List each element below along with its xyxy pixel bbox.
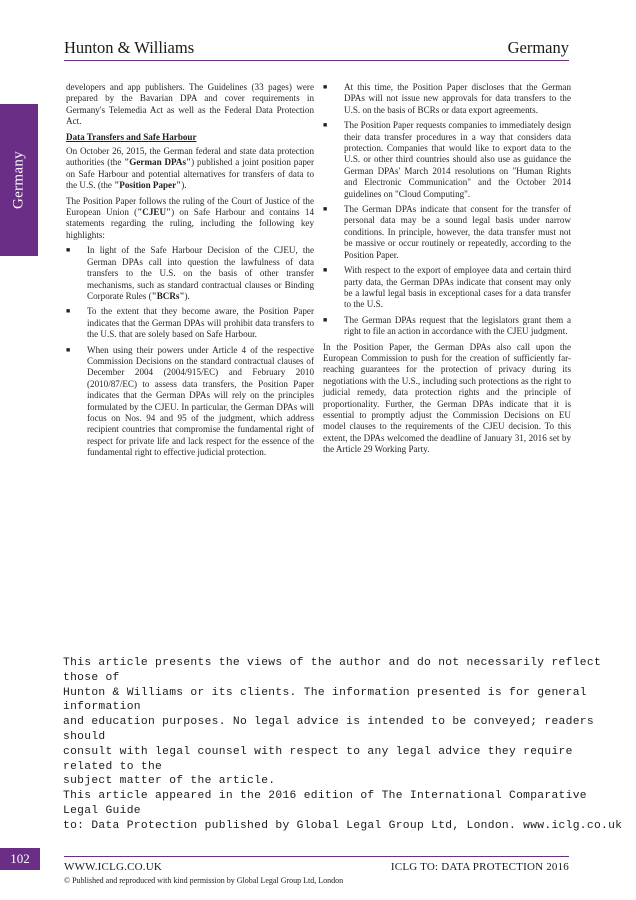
bullet-item: ■ The Position Paper requests companies to immediately design their data transfer procedures in a way that considers data protection. Companies that would like to export data to the U.S. or other third countries should also use as guidance the German DPAs' March 2014 resolutions on "Human Rights and Electronic Communication" and the October 2014 guidelines on "Cloud Computing". (323, 120, 571, 200)
paragraph-cjeu-ruling: The Position Paper follows the ruling of the Court of Justice of the European Union ("CJEU") on Safe Harbour and contains 14 statements regarding the ruling, including the following key highlights: (66, 195, 314, 240)
right-column (323, 82, 571, 460)
page-number: 102 (0, 848, 40, 870)
bullet-item: ■ When using their powers under Article 4 of the respective Commission Decisions on the standard contractual clauses of December 2004 (2004/915/EC) and February 2010 (2010/87/EC) to assess data transfers, the Position Paper indicates that the German DPAs will rely on the principles formulated by the CJEU. In particular, the German DPAs will focus on Nos. 94 and 95 of the judgment, which address recipient countries that compromise the fundamental right of respect for private life and lack respect for the essence of the fundamental right to effective judicial protection. (66, 345, 314, 459)
header-firm-name: Hunton & Williams (64, 38, 195, 57)
section-heading: Data Transfers and Safe Harbour (66, 131, 197, 142)
bullet-item: ■ At this time, the Position Paper discloses that the German DPAs will not issue new approvals for data transfers to the U.S. on the basis of BCRs or data export agreements. (323, 82, 571, 116)
left-column (66, 82, 314, 463)
bullet-item: ■ In light of the Safe Harbour Decision of the CJEU, the German DPAs call into question the lawfulness of data transfers to the U.S. on the basis of other transfer mechanisms, such as standard contractual clauses or Binding Corporate Rules ("BCRs"). (66, 245, 314, 302)
footer-divider (64, 856, 569, 857)
footer-copyright: © Published and reproduced with kind permission by Global Legal Group Ltd, London (64, 876, 344, 885)
paragraph-position-paper-intro: On October 26, 2015, the German federal and state data protection authorities (the "German DPAs") published a joint position paper on Safe Harbour and potential alternatives for transfers of data to the U.S. (the "Position Paper"). (66, 146, 315, 191)
header-divider (64, 60, 569, 61)
footer-guide-title: ICLG TO: DATA PROTECTION 2016 (390, 861, 569, 873)
side-country-tab-label: Germany (10, 151, 27, 209)
intro-paragraph: developers and app publishers. The Guidelines (33 pages) were prepared by the Bavarian DPA and cover requirements in Germany's Telemedia Act as well as the Federal Data Protection Act. (66, 82, 314, 127)
bullet-item: ■ The German DPAs indicate that consent for the transfer of personal data may be a sound legal basis under narrow conditions. In principle, however, the data transfer must not be massive or occur routinely or repeatedly, according to the Position Paper. (323, 204, 571, 261)
disclaimer-text: This article presents the views of the author and do not necessarily reflect those of Hunton & Williams or its clients. The information presented is for general information and education purposes. No legal advice is intended to be conveyed; readers should consult with legal counsel with respect to any legal advice they require related to the subject matter of the article. This article appeared in the 2016 edition of The International Comparative Legal Guide to: Data Protection published by Global Legal Group Ltd, London. www.iclg.co.uk (63, 657, 623, 832)
paragraph-european-commission: In the Position Paper, the German DPAs also call upon the European Commission to push for the creation of sufficiently far-reaching guarantees for the protection of privacy during its negotiations with the U.S., including such protections as the right to judicial remedy, data protection rights and the principle of proportionality. Further, the German DPAs indicate that it is essential to promptly adjust the Commission Decisions on EU model clauses to the requirements of the CJEU decision. To this extent, the DPAs welcomed the deadline of January 31, 2016 set by the Article 29 Working Party. (323, 341, 571, 455)
bullet-item: ■ With respect to the export of employee data and certain third party data, the German DPAs indicate that consent may only be a lawful legal basis in exceptional cases for a data transfer to the U.S. (323, 265, 571, 311)
bullet-item: ■ To the extent that they become aware, the Position Paper indicates that the German DPAs will prohibit data transfers to the U.S. that are solely based on Safe Harbour. (66, 306, 314, 340)
footer-website: WWW.ICLG.CO.UK (64, 861, 163, 873)
header-country: Germany (507, 38, 569, 57)
bullet-item: ■ The German DPAs request that the legislators grant them a right to file an action in accordance with the CJEU judgment. (323, 315, 571, 338)
